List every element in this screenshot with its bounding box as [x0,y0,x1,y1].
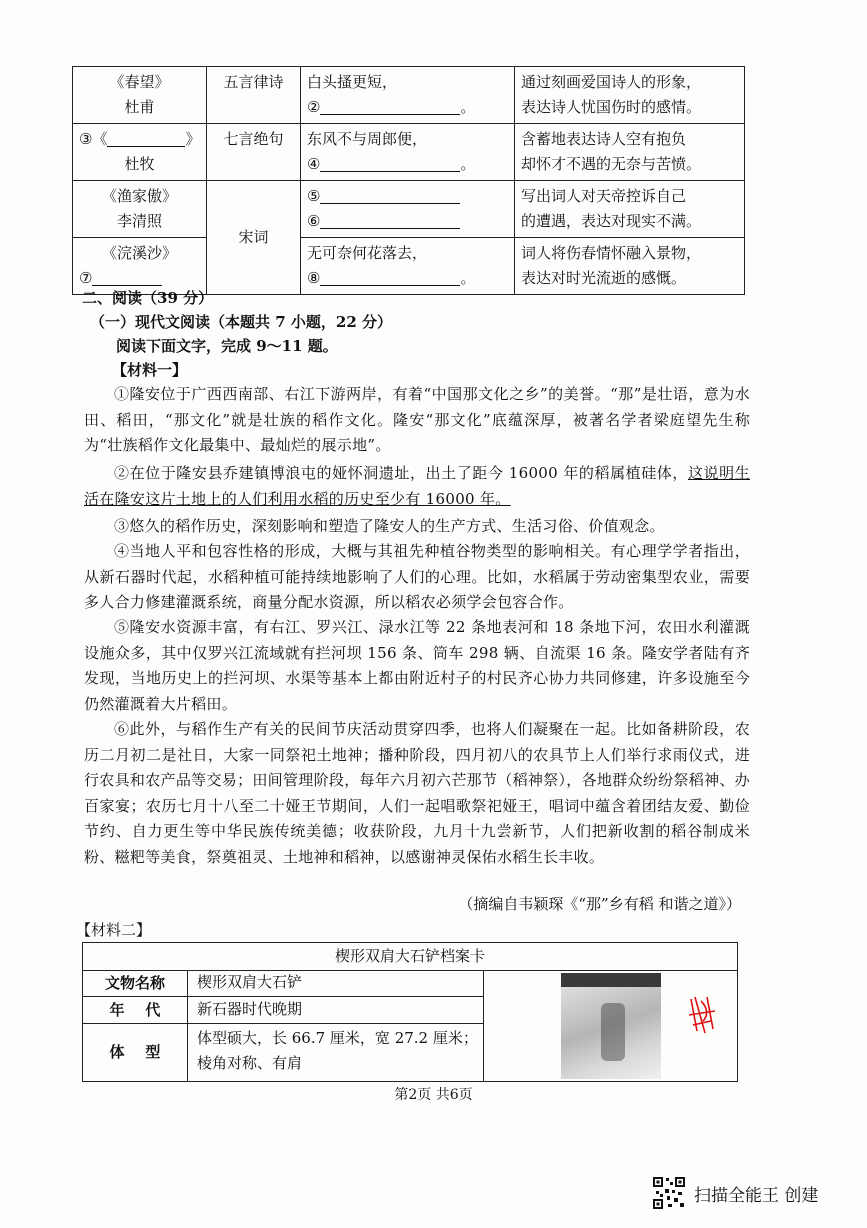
instruction: 阅读下面文字，完成 9～11 题。 [116,337,338,355]
table-row: ③《 》 杜牧 七言绝句 东风不与周郎便， ④ 。 含蓄地表达诗人空有抱负 却怀才不遇的无奈与苦愤。 [73,124,745,181]
poem-line: 东风不与周郎便， [307,130,428,148]
poem-line: 无可奈何花落去， [307,244,428,262]
poem-title: 《浣溪沙》 [101,244,177,262]
poem-note: 的遭遇，表达对现实不满。 [521,212,702,230]
blank-number: ⑦ [79,269,93,287]
scanner-badge [652,1176,818,1210]
card-label: 年 代 [83,997,188,1023]
material-two-label: 【材料二】 [76,921,152,939]
paragraph-4: ④当地人平和包容性格的形成，大概与其祖先种植谷物类型的影响相关。有心理学学者指出，从新石器时代起，水稻种植可能持续地影响了人们的心理。比如，水稻属于劳动密集型农业，需要多人合力修建灌溉系统，商量分配水资源，所以稻农必须学会包容合作。 [84,542,750,611]
blank-number: ⑤ [307,187,321,205]
card-value: 棱角对称、有肩 [197,1054,303,1072]
table-row: 《春望》 杜甫 五言律诗 白头搔更短， ② 。 通过刻画爱国诗人的形象， 表达诗人忧国伤时的感情。 [73,67,745,124]
poem-note: 含蓄地表达诗人空有抱负 [521,130,687,148]
blank-number: ⑧ [307,269,321,287]
paragraph-2: ②在位于隆安县乔建镇博浪屯的娅怀洞遗址，出土了距今 16000 年的稻属植硅体，这说明生活在隆安这片土地上的人们利用水稻的历史至少有 16000 年。 [84,464,751,508]
card-value: 体型硕大，长 66.7 厘米，宽 27.2 厘米； [197,1029,478,1047]
poem-genre: 宋词 [238,228,269,246]
answer-blank[interactable] [320,210,460,229]
poem-author: 杜甫 [124,98,155,116]
card-title: 楔形双肩大石铲档案卡 [83,943,737,971]
paragraph-6: ⑥此外，与稻作生产有关的民间节庆活动贯穿四季，也将人们凝聚在一起。比如备耕阶段，农历二月初二是社日，大家一同祭祀土地神；播种阶段，四月初八的农具节上人们举行求雨仪式，进行农具和农产品等交易；田间管理阶段，每年六月初六芒那节（稻神祭），各地群众纷纷祭稻神、办百家宴；农历七月十八至二十娅王节期间，人们一起唱歌祭祀娅王，唱词中蕴含着团结友爱、勤俭节约、自力更生等中华民族传统美德；收获阶段，九月十九尝新节，人们把新收割的稻谷制成米粉、糍粑等美食，祭奠祖灵、土地神和稻神，以感谢神灵保佑水稻生长丰收。 [84,720,750,866]
card-row-shape [83,1024,483,1081]
poem-line: 白头搔更短， [307,73,398,91]
card-divider [483,970,484,1081]
poem-note: 词人将伤春情怀融入景物， [521,244,702,262]
table-row: 《浣溪沙》 ⑦ 无可奈何花落去， ⑧ 。 词人将伤春情怀融入景物， 表达对时光流逝的感慨。 [73,238,745,295]
paragraph-3: ③悠久的稻作历史，深刻影响和塑造了隆安人的生产方式、生活习俗、价值观念。 [114,517,665,535]
poem-note: 写出词人对天帝控诉自己 [521,187,687,205]
card-value: 楔形双肩大石铲 [197,973,303,991]
archive-card [82,942,738,1082]
poem-note: 表达诗人忧国伤时的感情。 [521,98,702,116]
card-label: 文物名称 [83,970,188,996]
card-row-name [83,970,483,997]
section-title: 二、阅读（39 分） [82,289,214,307]
section-subtitle: （一）现代文阅读（本题共 7 小题，22 分） [90,313,392,331]
qr-code-icon [652,1176,686,1210]
poem-note: 表达对时光流逝的感慨。 [521,269,687,287]
answer-blank[interactable] [320,153,460,172]
answer-blank[interactable] [107,128,185,147]
card-value: 新石器时代晚期 [197,1000,303,1018]
poem-note: 通过刻画爱国诗人的形象， [521,73,702,91]
underlined-sentence: 这说明生活在隆安这片土地上的人们利用水稻的历史至少有 16000 年。 [84,464,751,508]
source-citation: （摘编自韦颖琛《“那”乡有稻 和谐之道》） [458,895,741,913]
poem-title: 《春望》 [109,73,170,91]
card-label: 体 型 [83,1024,188,1081]
stone-shovel-photo [561,973,661,1079]
red-handwriting-mark [687,991,717,1039]
scanner-label: 扫描全能王 创建 [694,1185,819,1206]
table-row [73,181,745,238]
answer-blank[interactable] [320,96,460,115]
page-footer: 第2页 共6页 [394,1087,473,1103]
paragraph-1: ①隆安位于广西西南部、右江下游两岸，有着“中国那文化之乡”的美誉。“那”是壮语，意为水田、稻田，“那文化”就是壮族的稻作文化。隆安“那文化”底蕴深厚，被著名学者梁庭望先生称为“壮族稻作文化最集中、最灿烂的展示地”。 [84,385,750,454]
answer-blank[interactable] [92,267,162,286]
poem-table [72,66,745,295]
poem-title: 《渔家傲》 [101,187,177,205]
answer-blank[interactable] [320,267,460,286]
paragraph-5: ⑤隆安水资源丰富，有右江、罗兴江、渌水江等 22 条地表河和 18 条地下河，农田水利灌溉设施众多，其中仅罗兴江流域就有拦河坝 156 条、筒车 298 辆、自流渠 16 条。隆安学者陆有齐发现，当地历史上的拦河坝、水渠等基本上都由附近村子的村民齐心协力共同修建，许多设施至今仍然灌溉着大片稻田。 [84,618,750,713]
poem-genre: 七言绝句 [223,130,284,148]
poem-author: 李清照 [116,212,162,230]
blank-number: ⑥ [307,212,321,230]
blank-number: ④ [307,155,321,173]
blank-number: ② [307,98,321,116]
material-one-label: 【材料一】 [112,361,188,379]
poem-note: 却怀才不遇的无奈与苦愤。 [521,155,702,173]
card-row-era [83,997,483,1024]
answer-blank[interactable] [320,185,460,204]
poem-author: 杜牧 [124,155,155,173]
poem-genre: 五言律诗 [223,73,284,91]
